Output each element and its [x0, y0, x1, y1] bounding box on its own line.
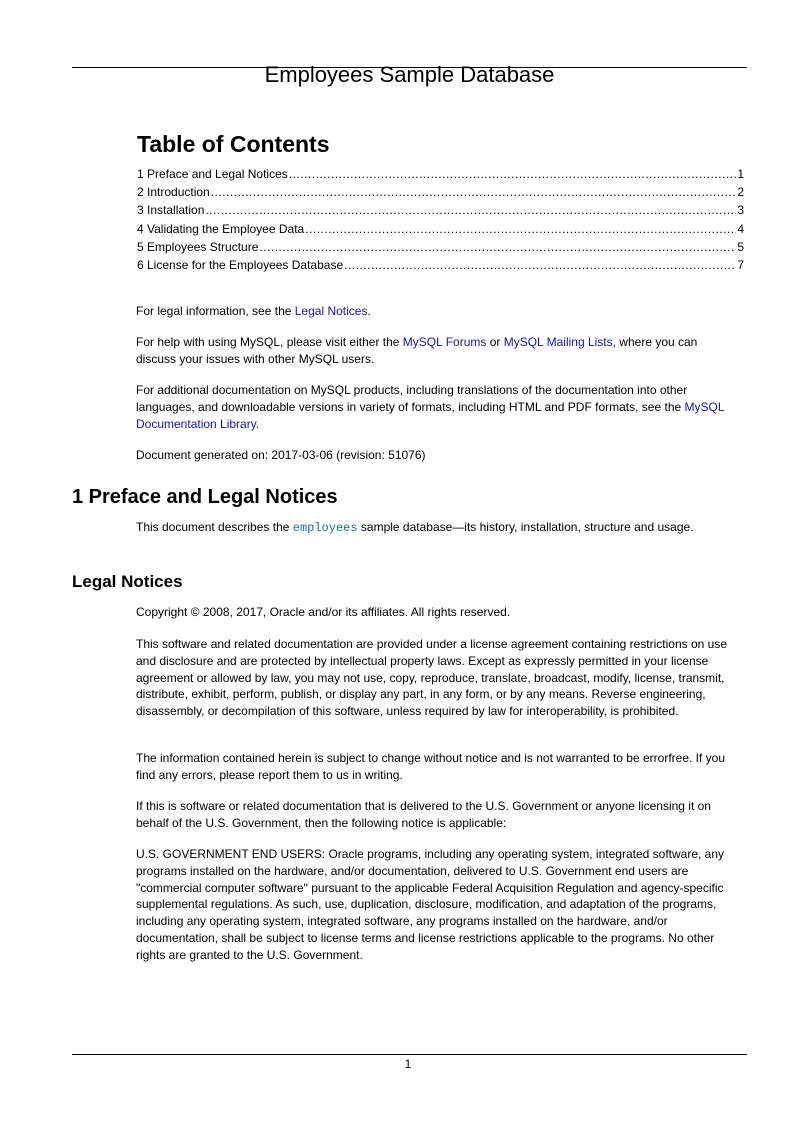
legal-paragraph-government: If this is software or related documentation that is delivered to the U.S. Government or anyone licensing it on behalf of the U.S. Government, then the following notice is applicable:	[136, 799, 711, 830]
toc-entry-page: 3	[737, 203, 744, 218]
docs-paragraph	[136, 382, 740, 432]
section-heading-legal-notices: Legal Notices	[72, 572, 183, 591]
employees-code-literal: employees	[292, 521, 358, 535]
mysql-documentation-library-link[interactable]: MySQL Documentation Library	[136, 399, 725, 431]
toc-entry[interactable]	[137, 256, 744, 274]
toc-entry[interactable]	[137, 201, 744, 219]
toc-entry[interactable]	[137, 220, 744, 238]
toc-entry-label[interactable]: 4 Validating the Employee Data	[137, 221, 305, 236]
toc-leader-dots	[344, 256, 736, 274]
toc-entry-label[interactable]: 3 Installation	[137, 203, 205, 218]
document-title: Employees Sample Database	[264, 62, 555, 87]
legal-paragraph-end-users: U.S. GOVERNMENT END USERS: Oracle programs, including any operating system, integrated software, any programs installed on the hardware, and/or documentation, delivered to U.S. Government end users are "commercial computer software" pursuant to the applicable Federal Acquisition Regulation and agency-specific supplemental regulations. As such, use, duplication, disclosure, modification, and adaptation of the programs, including any operating system, integrated software, any programs installed on the hardware, and/or documentation, shall be subject to license terms and license restrictions applicable to the programs. No other rights are granted to the U.S. Government.	[136, 847, 725, 962]
text: For additional documentation on MySQL products, including translations of the documentation into other languages, and downloadable versions in variety of formats, including HTML and PDF formats, see the	[136, 383, 688, 414]
section-heading-preface: 1 Preface and Legal Notices	[72, 486, 338, 508]
toc-entry-page: 1	[737, 167, 744, 181]
toc-entry-page: 7	[737, 257, 744, 272]
toc-leader-dots	[211, 183, 737, 201]
toc-entry-label[interactable]: 5 Employees Structure	[137, 239, 259, 254]
toc-entry-page: 4	[737, 221, 744, 236]
text: .	[367, 304, 371, 318]
text: This document describes the	[136, 520, 293, 534]
toc-leader-dots	[205, 201, 736, 219]
toc-leader-dots	[305, 220, 736, 238]
toc-heading: Table of Contents	[137, 131, 330, 157]
legal-paragraph-license: This software and related documentation are provided under a license agreement containing restrictions on use and disclosure and are protected by intellectual property laws. Except as expressly permitted in your license agreement or allowed by law, you may not use, copy, reproduce, translate, broadcast, modify, license, transmit, distribute, exhibit, perform, publish, or display any part, in any form, or by any means. Reverse engineering, disassembly, or decompilation of this software, unless required by law for interoperability, is prohibited.	[136, 637, 728, 719]
text: For help with using MySQL, please visit either the	[136, 335, 403, 349]
legal-notices-link[interactable]: Legal Notices	[294, 304, 368, 318]
text: .	[255, 416, 260, 431]
toc-entry-label[interactable]: 6 License for the Employees Database	[137, 257, 344, 272]
legal-info-paragraph	[136, 303, 740, 320]
help-paragraph	[136, 334, 740, 368]
page-number: 1	[404, 1057, 412, 1071]
toc-leader-dots	[259, 238, 736, 256]
toc-entry-label[interactable]: 1 Preface and Legal Notices	[137, 167, 288, 181]
mysql-mailing-lists-link[interactable]: MySQL Mailing Lists	[503, 335, 613, 349]
legal-paragraph-warranty: The information contained herein is subject to change without notice and is not warranted to be errorfree. If you find any errors, please report them to us in writing.	[136, 751, 726, 782]
toc-entry[interactable]	[137, 183, 744, 201]
text: or	[486, 335, 504, 349]
toc-entry-label[interactable]: 2 Introduction	[137, 185, 210, 200]
toc-entry[interactable]	[137, 238, 744, 256]
generated-date: Document generated on: 2017-03-06 (revision: 51076)	[136, 448, 426, 462]
toc-entry[interactable]	[137, 165, 744, 183]
text: sample database—its history, installation, structure and usage.	[357, 520, 694, 534]
text: , where you can discuss your issues with other MySQL users.	[136, 335, 698, 366]
text: For legal information, see the	[136, 304, 295, 318]
mysql-forums-link[interactable]: MySQL Forums	[402, 335, 487, 349]
toc-entry-page: 2	[737, 185, 744, 200]
table-of-contents	[137, 165, 744, 274]
toc-entry-page: 5	[737, 239, 744, 254]
footer-rule	[72, 1054, 747, 1055]
description-paragraph	[136, 519, 740, 537]
toc-leader-dots	[289, 165, 737, 183]
copyright-notice: Copyright © 2008, 2017, Oracle and/or its affiliates. All rights reserved.	[136, 605, 511, 619]
